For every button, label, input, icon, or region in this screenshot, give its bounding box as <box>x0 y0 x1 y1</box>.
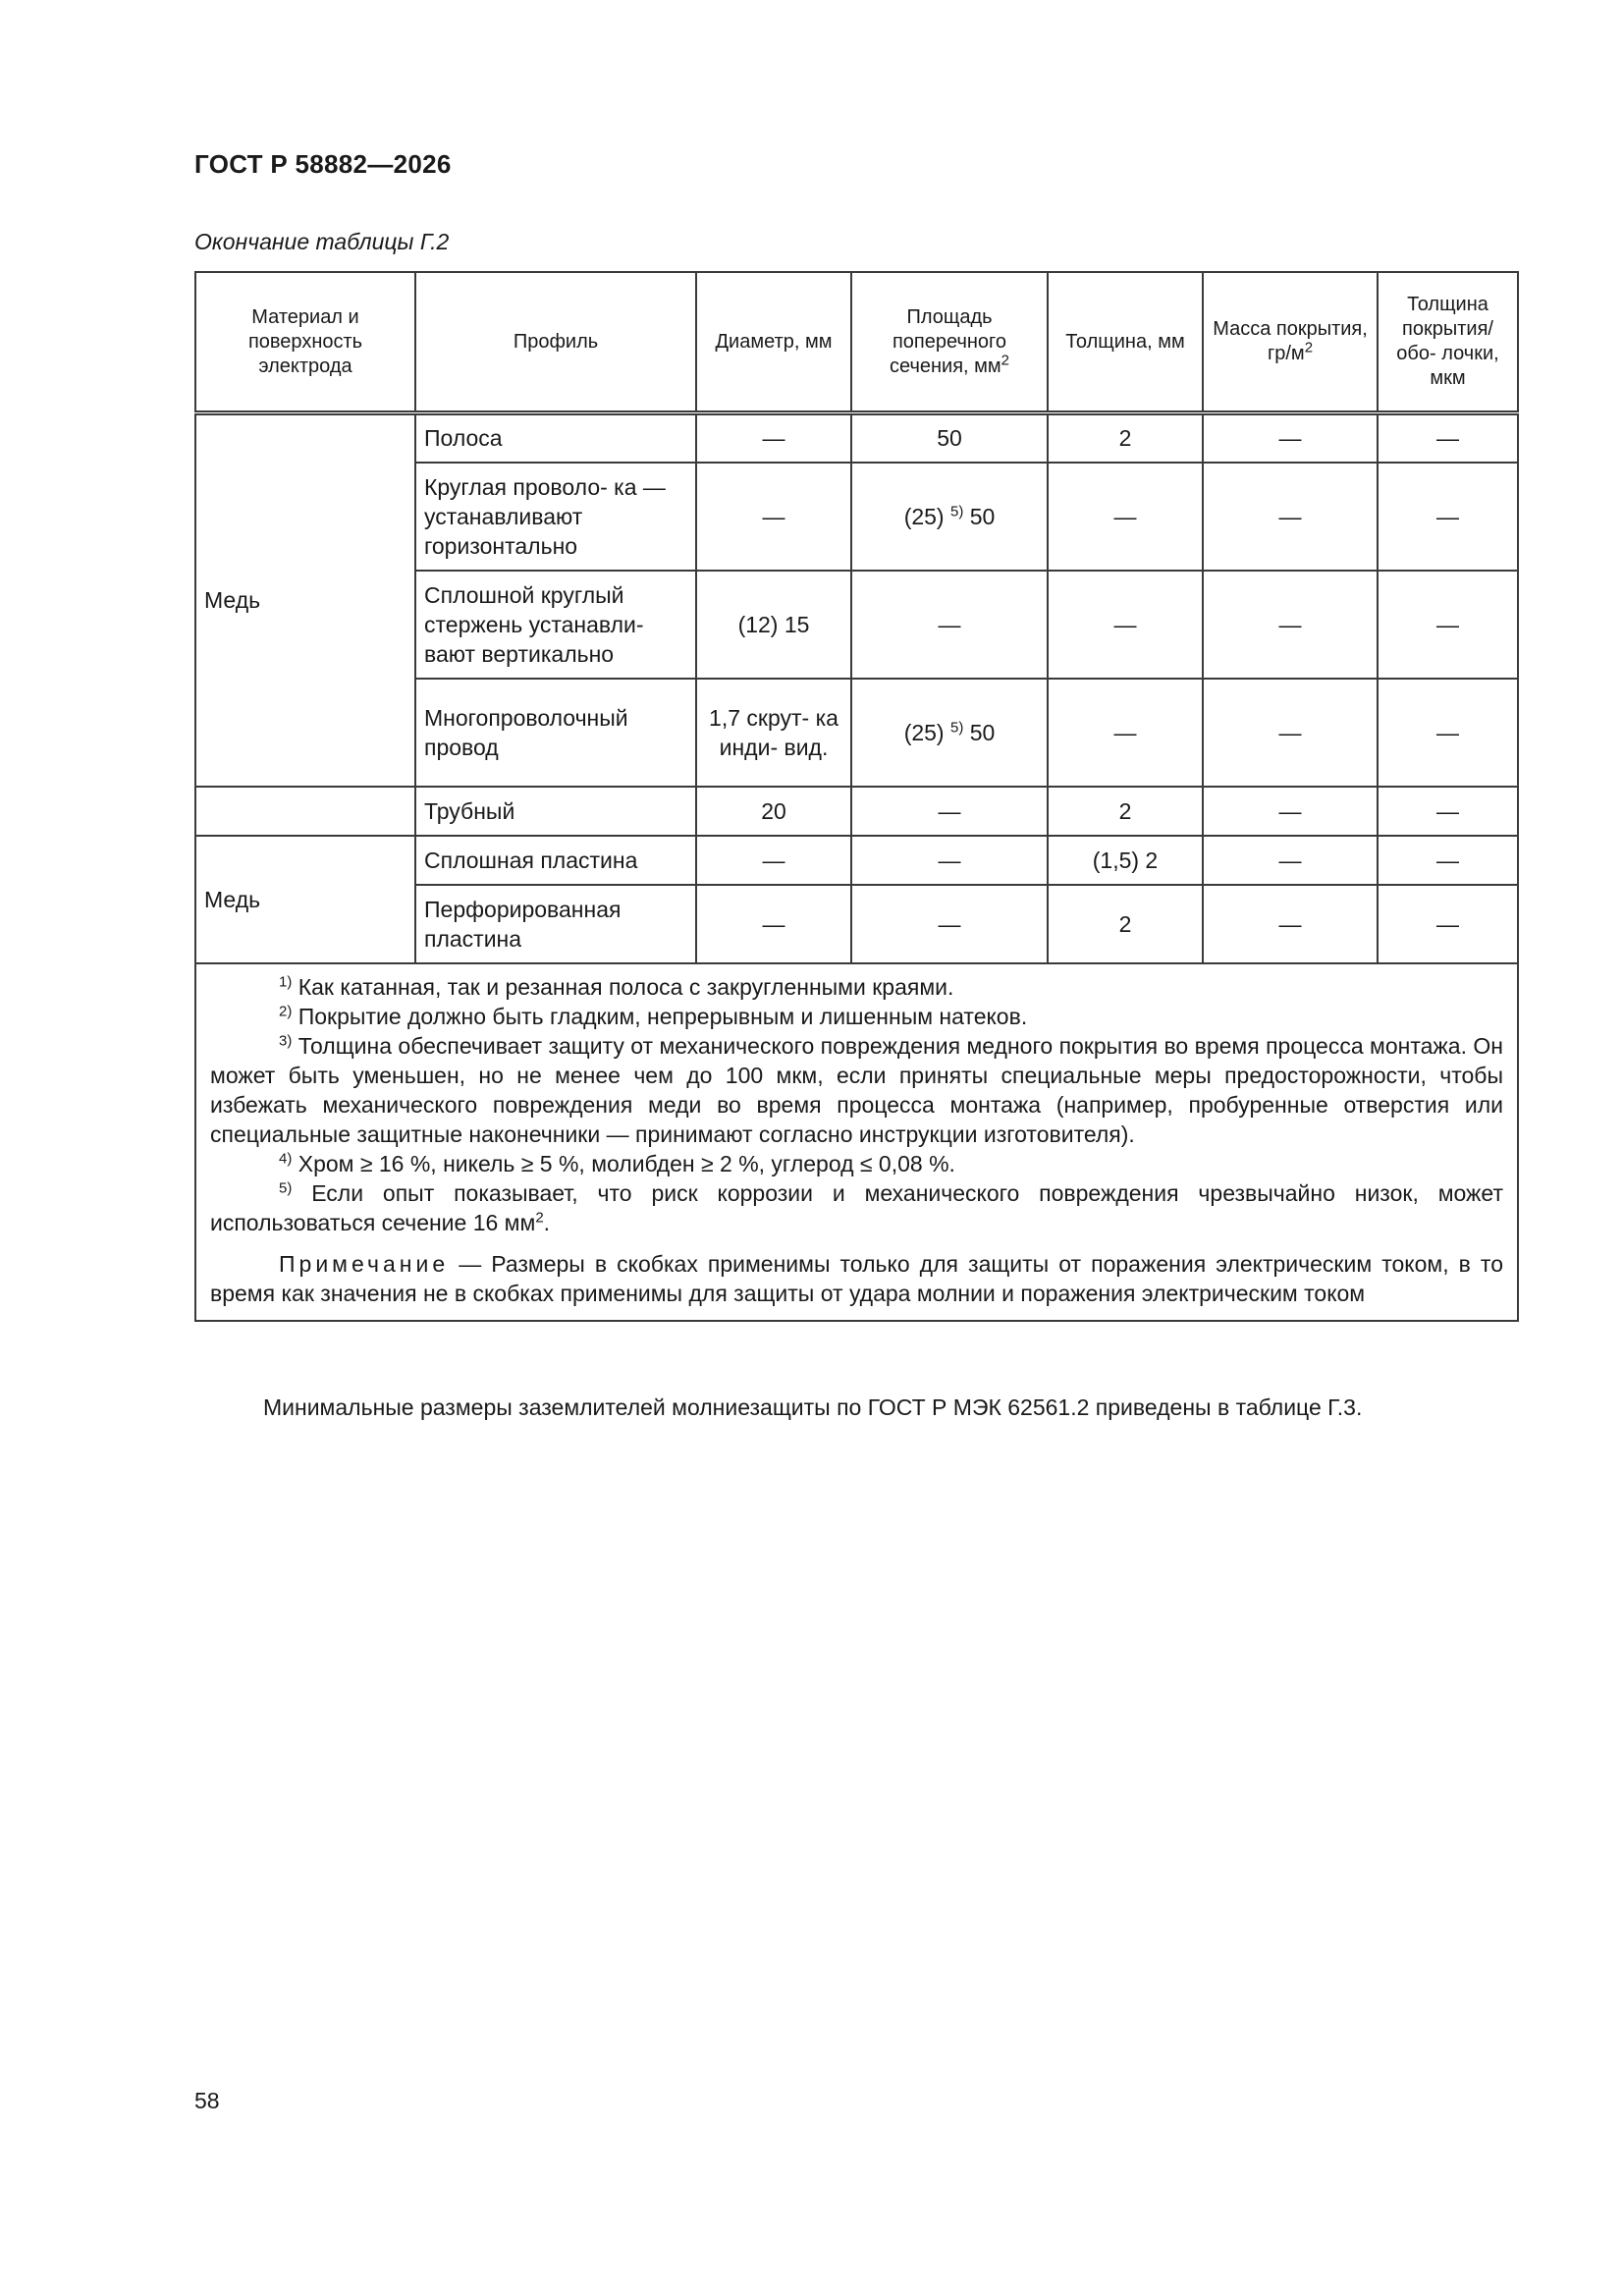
table-caption: Окончание таблицы Г.2 <box>194 229 450 254</box>
footnote: $^{3)}$ Толщина обеспечивает защиту от механического повреждения медного покрытия во время процесса монтажа. Он может быть уменьшен, но не менее чем до 100 мкм, если приняты специальные меры предосторожности, чтобы избежать механического повреждения меди во время процесса монтажа (например, пробуренные отверстия или специальные защитные наконечники — принимают согласно инструкции изготовителя). <box>210 1031 1503 1147</box>
diameter-cell: — <box>696 836 851 885</box>
area-cell: — <box>851 836 1048 885</box>
data-table <box>194 271 1519 1322</box>
table-row <box>195 413 1518 463</box>
thickness-cell: 2 <box>1048 787 1203 836</box>
profile-cell: Трубный <box>415 787 696 836</box>
note-text: — Размеры в скобках применимы только для защиты от поражения электрическим током, в то время как значения не в скобках применимы для защиты от удара молнии и поражения электрическим током <box>210 1250 1503 1306</box>
thickness-cell: — <box>1048 463 1203 571</box>
table-header-row <box>195 272 1518 413</box>
profile-cell: Многопроволочный провод <box>415 679 696 787</box>
table-note <box>210 1249 1503 1308</box>
diameter-cell: — <box>696 885 851 963</box>
note-label: Примечание <box>279 1250 450 1277</box>
mass-cell: — <box>1203 836 1378 885</box>
page-number: 58 <box>194 2088 220 2113</box>
coating-cell: — <box>1378 463 1518 571</box>
table-row <box>195 836 1518 885</box>
diameter-cell: — <box>696 463 851 571</box>
coating-cell: — <box>1378 885 1518 963</box>
area-cell: 50 <box>851 413 1048 463</box>
profile-cell: Сплошная пластина <box>415 836 696 885</box>
diameter-cell: — <box>696 413 851 463</box>
profile-cell: Полоса <box>415 413 696 463</box>
header-area: Площадь поперечного сечения, $мм^2$ <box>851 272 1048 413</box>
header-thickness: Толщина, мм <box>1048 272 1203 413</box>
header-coating: Толщина покрытия/ обо- лочки, мкм <box>1378 272 1518 413</box>
header-mass: Масса покрытия, $гр/м^2$ <box>1203 272 1378 413</box>
area-cell: — <box>851 885 1048 963</box>
footnote: $^{4)}$ Хром ≥ 16 %, никель ≥ 5 %, молибден ≥ 2 %, углерод ≤ 0,08 %. <box>279 1149 955 1176</box>
material-cell: Медь <box>195 413 415 787</box>
profile-cell: Перфорированная пластина <box>415 885 696 963</box>
footnotes-row <box>195 963 1518 1321</box>
header-diameter: Диаметр, мм <box>696 272 851 413</box>
mass-cell: — <box>1203 571 1378 679</box>
thickness-cell: 2 <box>1048 413 1203 463</box>
area-cell: — <box>851 787 1048 836</box>
profile-cell: Круглая проволо- ка — устанавливают горизонтально <box>415 463 696 571</box>
table-row <box>195 787 1518 836</box>
header-material: Материал и поверхность электрода <box>195 272 415 413</box>
mass-cell: — <box>1203 679 1378 787</box>
mass-cell: — <box>1203 885 1378 963</box>
coating-cell: — <box>1378 679 1518 787</box>
thickness-cell: 2 <box>1048 885 1203 963</box>
thickness-cell: — <box>1048 571 1203 679</box>
coating-cell: — <box>1378 836 1518 885</box>
coating-cell: — <box>1378 571 1518 679</box>
diameter-cell: (12) 15 <box>696 571 851 679</box>
area-cell: (25) $^{5)}$ 50 <box>851 679 1048 787</box>
footnote: $^{5)}$ Если опыт показывает, что риск коррозии и механического повреждения чрезвычайно низок, может использоваться сечение 16 $мм^2$. <box>210 1178 1503 1235</box>
profile-cell: Сплошной круглый стержень устанавли- вают вертикально <box>415 571 696 679</box>
mass-cell: — <box>1203 463 1378 571</box>
diameter-cell: 20 <box>696 787 851 836</box>
diameter-cell: 1,7 скрут- ка инди- вид. <box>696 679 851 787</box>
area-cell: — <box>851 571 1048 679</box>
document-title: ГОСТ Р 58882—2026 <box>194 149 452 179</box>
thickness-cell: (1,5) 2 <box>1048 836 1203 885</box>
material-cell: Медь <box>195 836 415 963</box>
header-profile: Профиль <box>415 272 696 413</box>
coating-cell: — <box>1378 413 1518 463</box>
footnote: $^{1)}$ Как катанная, так и резанная полоса с закругленными краями. <box>279 972 954 1000</box>
body-paragraph: Минимальные размеры заземлителей молниезащиты по ГОСТ Р МЭК 62561.2 приведены в таблице Г.3. <box>263 1394 1363 1420</box>
area-cell: (25) $^{5)}$ 50 <box>851 463 1048 571</box>
footnotes-cell <box>195 963 1518 1321</box>
footnote: $^{2)}$ Покрытие должно быть гладким, непрерывным и лишенным натеков. <box>279 1002 1028 1029</box>
thickness-cell: — <box>1048 679 1203 787</box>
coating-cell: — <box>1378 787 1518 836</box>
mass-cell: — <box>1203 787 1378 836</box>
material-cell <box>195 787 415 836</box>
mass-cell: — <box>1203 413 1378 463</box>
